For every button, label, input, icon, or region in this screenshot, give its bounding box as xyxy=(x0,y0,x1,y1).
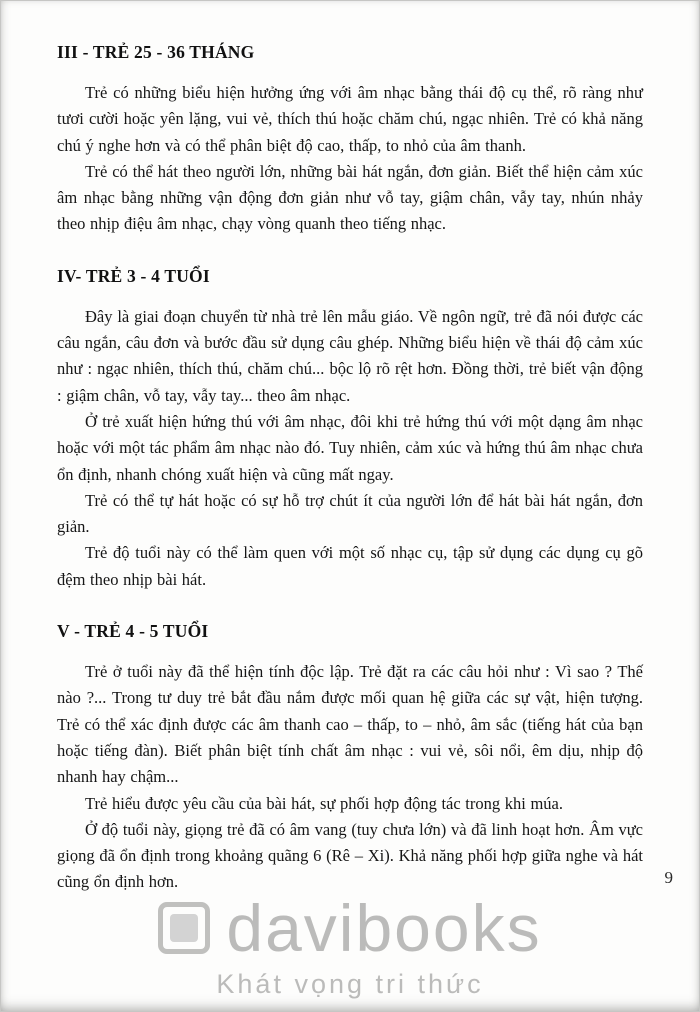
watermark-brand-row xyxy=(0,890,700,966)
watermark-tagline: Khát vọng tri thức xyxy=(216,969,484,999)
section-heading: V - TRẺ 4 - 5 TUỔI xyxy=(57,621,209,642)
davibooks-watermark xyxy=(0,890,700,1000)
paragraph: Trẻ ở tuổi này đã thể hiện tính độc lập. Trẻ đặt ra các câu hỏi như : Vì sao ? Thế nào ?... Trong tư duy trẻ bắt đầu nắm được mối quan hệ giữa các sự vật, hiện tượng. Trẻ có thể xác định được các âm thanh cao – thấp, to – nhỏ, âm sắc (tiếng hát của bạn hoặc tiếng đàn). Biết phân biệt tính chất âm nhạc : vui vẻ, sôi nổi, êm dịu, nhịp độ nhanh hay chậm... xyxy=(57,662,643,787)
paragraph: Ở trẻ xuất hiện hứng thú với âm nhạc, đôi khi trẻ hứng thú với một dạng âm nhạc hoặc với một tác phẩm âm nhạc nào đó. Tuy nhiên, cảm xúc và hứng thú âm nhạc chưa ổn định, nhanh chóng xuất hiện và cũng mất ngay. xyxy=(57,411,643,484)
paragraph: Trẻ có thể hát theo người lớn, những bài hát ngắn, đơn giản. Biết thể hiện cảm xúc âm nhạc bằng những vận động đơn giản như vỗ tay, giậm chân, vẫy tay, nhún nhảy theo nhịp điệu âm nhạc, chạy vòng quanh theo tiếng nhạc. xyxy=(57,161,643,234)
paragraph: Trẻ có thể tự hát hoặc có sự hỗ trợ chút ít của người lớn để hát bài hát ngắn, đơn giản. xyxy=(57,490,643,537)
paragraph: Trẻ hiểu được yêu cầu của bài hát, sự phối hợp động tác trong khi múa. xyxy=(85,793,563,813)
davibooks-logo-icon xyxy=(158,902,210,954)
section-heading: III - TRẺ 25 - 36 THÁNG xyxy=(57,42,255,62)
section-heading: IV- TRẺ 3 - 4 TUỔI xyxy=(57,265,210,286)
paragraph: Đây là giai đoạn chuyển từ nhà trẻ lên mẫu giáo. Về ngôn ngữ, trẻ đã nói được các câu ngắn, câu đơn và bước đầu sử dụng câu ghép. Những biểu hiện về thái độ cảm xúc như : ngạc nhiên, thích thú, chăm chú... bộc lộ rõ rệt hơn. Đồng thời, trẻ biết vận động : giậm chân, vỗ tay, vẫy tay... theo âm nhạc. xyxy=(57,306,643,405)
page-content xyxy=(57,42,643,896)
paragraph: Trẻ độ tuổi này có thể làm quen với một số nhạc cụ, tập sử dụng các dụng cụ gõ đệm theo nhịp bài hát. xyxy=(57,543,643,589)
page-number: 9 xyxy=(664,868,673,887)
watermark-brand-text: davibooks xyxy=(226,891,542,965)
section-tre-25-36-thang xyxy=(57,42,643,238)
section-tre-4-5-tuoi xyxy=(57,621,643,896)
paragraph: Ở độ tuổi này, giọng trẻ đã có âm vang (tuy chưa lớn) và đã linh hoạt hơn. Âm vực giọng đã ổn định trong khoảng quãng 6 (Rê – Xi). Khả năng phối hợp giữa nghe và hát cũng ổn định hơn. xyxy=(57,819,643,892)
section-tre-3-4-tuoi xyxy=(57,266,643,593)
paragraph: Trẻ có những biểu hiện hưởng ứng với âm nhạc bằng thái độ cụ thể, rõ ràng như tươi cười hoặc yên lặng, vui vẻ, thích thú hoặc chăm chú, ngạc nhiên. Trẻ có khả năng chú ý nghe hơn và có thể phân biệt độ cao, thấp, to nhỏ của âm thanh. xyxy=(57,83,643,155)
